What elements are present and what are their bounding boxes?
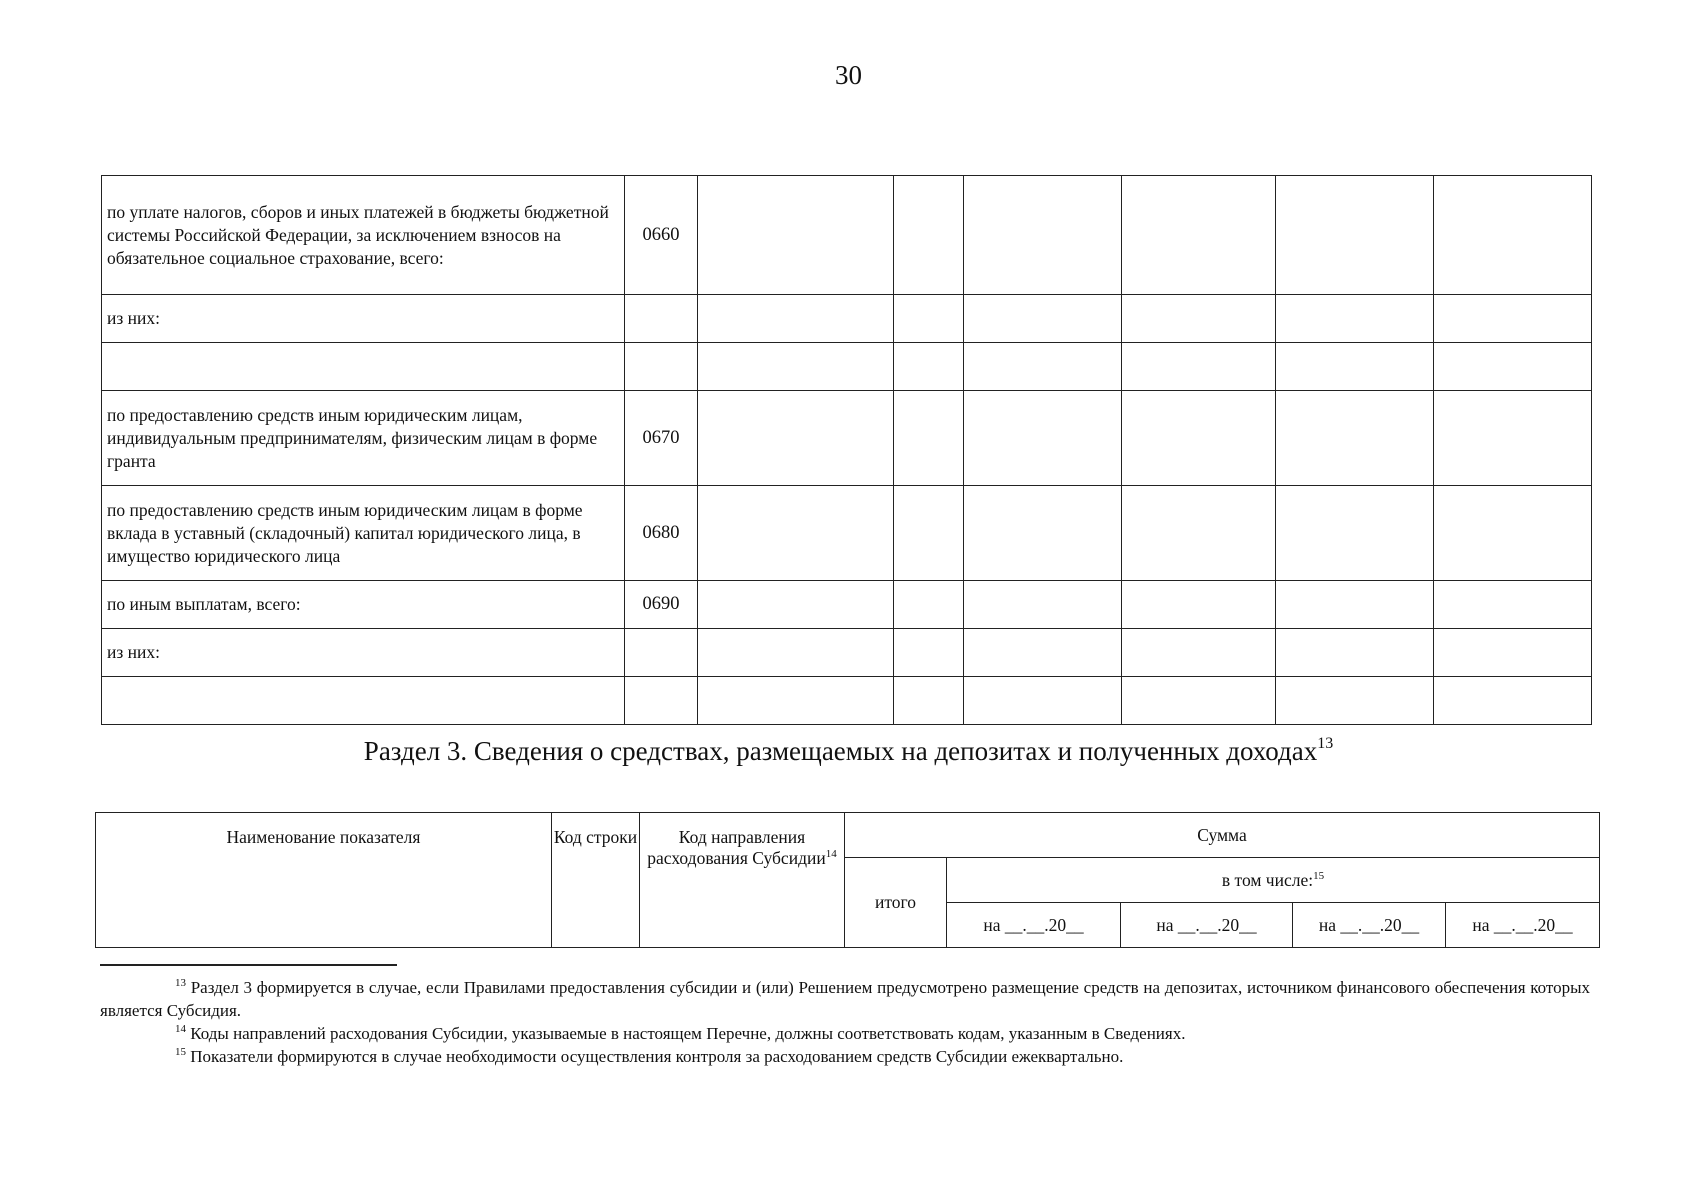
row-code xyxy=(625,677,698,725)
header-including xyxy=(947,858,1600,903)
footnote-divider xyxy=(100,964,397,966)
section-title-text: Раздел 3. Сведения о средствах, размещаемых на депозитах и полученных доходах xyxy=(363,736,1318,766)
row-code: 0690 xyxy=(625,581,698,629)
header-date-col: на __.__.20__ xyxy=(947,903,1121,948)
section-title xyxy=(0,735,1697,767)
table-row xyxy=(102,486,1592,581)
footnote xyxy=(100,1045,1590,1068)
header-total: итого xyxy=(845,858,947,948)
page-number: 30 xyxy=(835,60,862,90)
footnotes xyxy=(100,976,1590,1068)
footnote-text: Показатели формируются в случае необходимости осуществления контроля за расходованием средств Субсидии ежеквартально. xyxy=(190,1047,1124,1066)
footnote-text: Раздел 3 формируется в случае, если Правилами предоставления субсидии и (или) Решением предусмотрено размещение средств на депозитах, источником финансового обеспечения которых является Субсидия. xyxy=(100,978,1591,1020)
header-date-col: на __.__.20__ xyxy=(1121,903,1293,948)
row-code: 0660 xyxy=(625,176,698,295)
row-name: из них: xyxy=(102,295,625,343)
row-name: из них: xyxy=(102,629,625,677)
row-code xyxy=(625,629,698,677)
footnote xyxy=(100,976,1590,1022)
table-row xyxy=(102,176,1592,295)
footnote-ref: 13 xyxy=(1317,735,1334,752)
header-indicator-name: Наименование показателя xyxy=(96,813,552,948)
row-code: 0670 xyxy=(625,391,698,486)
header-date-col: на __.__.20__ xyxy=(1293,903,1446,948)
row-code xyxy=(625,343,698,391)
table-row xyxy=(102,391,1592,486)
row-name: по предоставлению средств иным юридическим лицам в форме вклада в уставный (складочный) капитал юридического лица, в имущество юридического лица xyxy=(102,486,625,581)
table-row xyxy=(102,677,1592,725)
footnote-ref: 15 xyxy=(1313,869,1325,882)
footnote-text: Коды направлений расходования Субсидии, указываемые в настоящем Перечне, должны соответствовать кодам, указанным в Сведениях. xyxy=(190,1024,1186,1043)
footnote-number: 14 xyxy=(175,1023,186,1035)
table-row xyxy=(102,343,1592,391)
footnote-number: 15 xyxy=(175,1046,186,1058)
header-sum: Сумма xyxy=(845,813,1600,858)
row-code: 0680 xyxy=(625,486,698,581)
row-code xyxy=(625,295,698,343)
footnote-number: 13 xyxy=(175,977,186,989)
table-row xyxy=(102,581,1592,629)
header-row-code: Код строки xyxy=(552,813,640,948)
expenses-table xyxy=(101,175,1592,725)
footnote xyxy=(100,1022,1590,1045)
header-direction-code-text: Код направления расходования Субсидии xyxy=(647,827,826,868)
row-name: по предоставлению средств иным юридическим лицам, индивидуальным предпринимателям, физическим лицам в форме гранта xyxy=(102,391,625,486)
header-date-col: на __.__.20__ xyxy=(1446,903,1600,948)
row-name xyxy=(102,677,625,725)
header-direction-code xyxy=(640,813,845,948)
row-name: по уплате налогов, сборов и иных платежей в бюджеты бюджетной системы Российской Федерации, за исключением взносов на обязательное социальное страхование, всего: xyxy=(102,176,625,295)
table-row xyxy=(102,295,1592,343)
table-row xyxy=(102,629,1592,677)
row-name: по иным выплатам, всего: xyxy=(102,581,625,629)
deposits-table xyxy=(95,812,1600,948)
header-including-text: в том числе: xyxy=(1221,869,1314,890)
footnote-ref: 14 xyxy=(825,848,837,860)
row-name xyxy=(102,343,625,391)
